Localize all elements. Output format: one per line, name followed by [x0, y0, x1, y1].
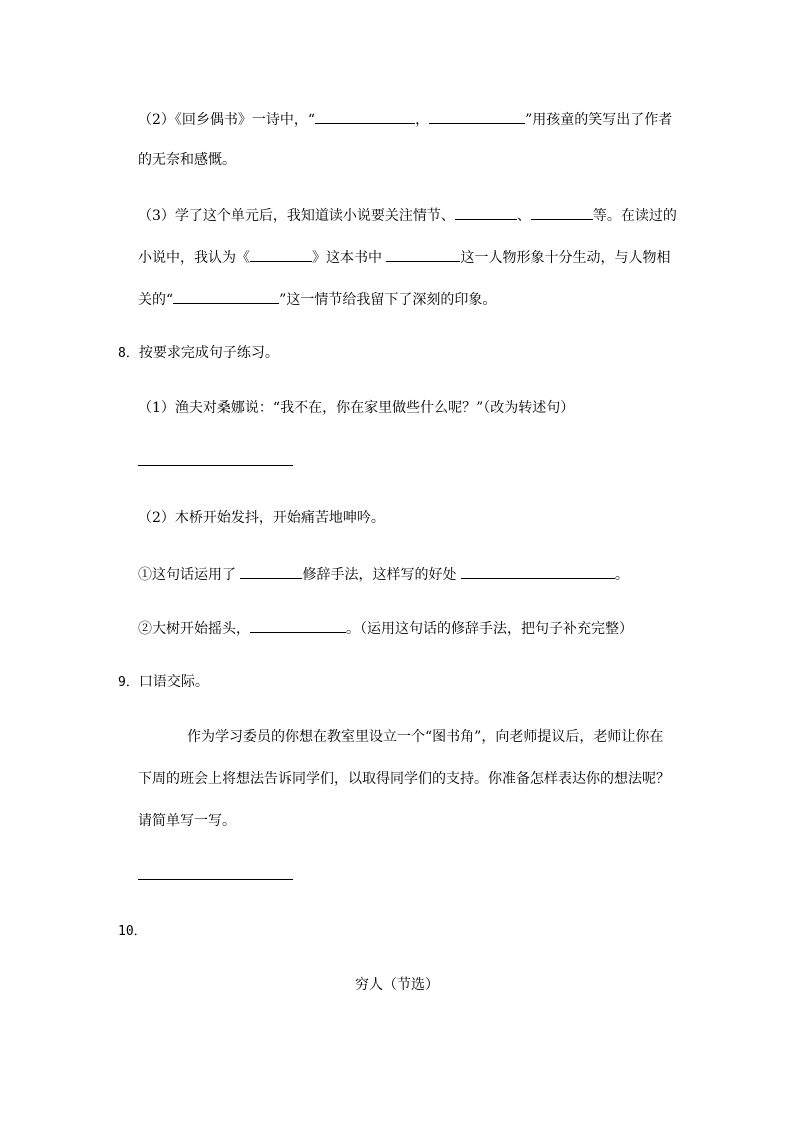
q7-part3-line3 — [138, 288, 496, 310]
q8-rhetoric-blank[interactable] — [240, 563, 302, 579]
q7-part2-line2 — [138, 150, 236, 170]
q8-benefit-blank[interactable] — [461, 563, 615, 579]
q7-part3-text-a: （3）学了这个单元后，我知道读小说要关注情节、 — [138, 208, 455, 224]
q7-part3-line2 — [138, 246, 670, 268]
q7-part2-blank-1[interactable] — [315, 108, 415, 124]
q9-prompt-text-3: 请简单写一写。 — [138, 813, 236, 829]
q10-passage-title — [0, 975, 794, 995]
q8-heading — [118, 343, 279, 364]
q7-part3-text-h: ”这一情节给我留下了深刻的印象。 — [279, 292, 497, 308]
q8-complete-sentence-blank[interactable] — [250, 617, 346, 633]
q7-part3-blank-3[interactable] — [250, 246, 312, 262]
q8-sub2-item1-text-b: 修辞手法，这样写的好处 — [302, 567, 461, 583]
q9-prompt-line2 — [138, 769, 670, 789]
q7-part2-text-c: ”用孩童的笑写出了作者 — [525, 112, 673, 128]
q7-part3-blank-2[interactable] — [531, 204, 593, 220]
q7-part3-text-g: 关的“ — [138, 292, 174, 308]
q7-part3-blank-5[interactable] — [173, 288, 279, 304]
q9-answer-line[interactable] — [138, 879, 293, 880]
q8-sub2-item2 — [138, 617, 633, 639]
q8-sub1-answer-line[interactable] — [138, 465, 293, 466]
q7-part3-text-b: 、 — [516, 208, 531, 224]
q7-part2-text-d: 的无奈和感慨。 — [138, 152, 236, 168]
q9-prompt-text-2: 下周的班会上将想法告诉同学们，以取得同学们的支持。你准备怎样表达你的想法呢？ — [138, 771, 670, 787]
q7-part2-text-b: ， — [415, 112, 430, 128]
q8-sub2-item1-text-a: ①这句话运用了 — [138, 567, 241, 583]
q7-part3-text-c: 等。在读过的 — [592, 208, 677, 224]
q7-part2-line1 — [138, 108, 672, 130]
q8-number: 8． — [118, 346, 139, 361]
q7-part3-text-e: 》这本书中 — [312, 250, 387, 266]
q7-part3-blank-1[interactable] — [455, 204, 517, 220]
q7-part2-text-a: （2）《回乡偶书》一诗中，“ — [138, 112, 316, 128]
q8-sub2-item2-text-b: 。（运用这句话的修辞手法，把句子补充完整） — [346, 621, 633, 637]
q7-part3-blank-4[interactable] — [386, 246, 460, 262]
q10-heading — [118, 921, 147, 942]
q9-prompt-text-1: 作为学习委员的你想在教室里设立一个“图书角”，向老师提议后，老师让你在 — [187, 729, 664, 745]
q9-prompt-line3 — [138, 811, 236, 831]
q8-sub2 — [138, 508, 385, 528]
q8-title: 按要求完成句子练习。 — [138, 345, 279, 361]
q7-part2-blank-2[interactable] — [429, 108, 525, 124]
q10-number: 10． — [118, 924, 147, 939]
q9-title: 口语交际。 — [138, 674, 209, 690]
q8-sub1 — [138, 398, 574, 418]
q8-sub1-text: （1）渔夫对桑娜说：“我不在，你在家里做些什么呢？”（改为转述句） — [138, 400, 575, 416]
q7-part3-text-f: 这一人物形象十分生动，与人物相 — [460, 250, 671, 266]
q8-sub2-item1 — [138, 563, 629, 585]
q8-sub2-text: （2）木桥开始发抖，开始痛苦地呻吟。 — [138, 510, 385, 526]
q9-prompt-line1 — [187, 727, 663, 747]
passage-title: 穷人（节选） — [355, 977, 439, 993]
q8-sub2-item2-text-a: ②大树开始摇头， — [138, 621, 250, 637]
q9-heading — [118, 672, 209, 693]
q7-part3-line1 — [138, 204, 677, 226]
q9-number: 9． — [118, 675, 139, 690]
q8-sub2-item1-text-c: 。 — [614, 567, 629, 583]
q7-part3-text-d: 小说中，我认为《 — [138, 250, 250, 266]
